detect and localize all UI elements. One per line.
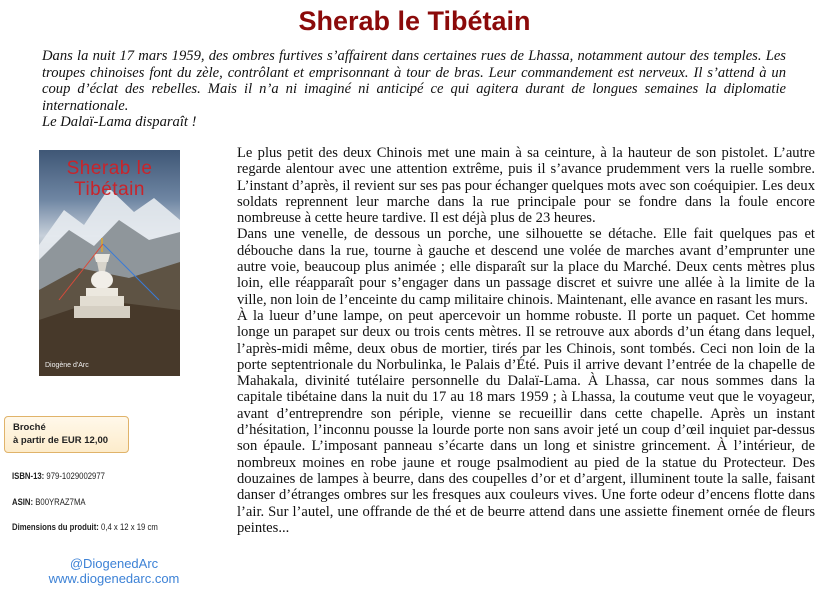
isbn-detail <box>12 471 105 481</box>
excerpt-paragraph: Dans une venelle, de dessous un porche, une silhouette se détache. Elle fait quelques pas et débouche dans la rue, tourne à gauche et descend une volée de marches avant d’emprunter une autre voie, beaucoup plus animée ; elle disparaît sur la place du Marché. Deux cents mètres plus loin, elle réapparaît pour s’engager dans un passage discret et suivre une allée à la limite de la ville, non loin de l’enceinte du camp militaire chinois. Maintenant, elle avance en rasant les murs. <box>237 226 815 308</box>
website-link[interactable]: www.diogenedarc.com <box>48 571 180 586</box>
price-box[interactable] <box>4 416 129 453</box>
asin-value: B00YRAZ7MA <box>35 497 86 507</box>
page-title: Sherab le Tibétain <box>298 6 531 36</box>
cover-title-line-1: Sherab le <box>66 158 153 179</box>
dimensions-value: 0,4 x 12 x 19 cm <box>101 522 158 532</box>
social-handle-link[interactable]: @DiogenedArc <box>69 556 159 571</box>
intro-paragraph: Dans la nuit 17 mars 1959, des ombres furtives s’affairent dans certaines rues de Lhassa, notamment autour des temples. Les troupes chinoises font du zèle, contrôlant et emprisonnant à tour de bras. Leur commandement est nerveux. Il s’attend à un coup d’éclat des rebelles. Mais il n’a ni imaginé ni anticipé ce qui agitera durant de longues semaines la diplomatie internationale. <box>42 48 786 114</box>
cover-title-line-2: Tibétain <box>74 179 145 200</box>
cover-publisher: Diogène d'Arc <box>45 362 89 369</box>
book-excerpt <box>237 145 815 536</box>
cover-title <box>39 158 180 200</box>
dimensions-label: Dimensions du produit: <box>12 522 99 532</box>
asin-label: ASIN: <box>12 497 34 507</box>
isbn-label: ISBN-13: <box>12 471 45 481</box>
isbn-value: 979-1029002977 <box>46 471 105 481</box>
book-cover-image[interactable] <box>39 150 180 376</box>
format-label: Broché <box>13 422 46 433</box>
price-label: à partir de EUR 12,00 <box>13 435 109 446</box>
dimensions-detail <box>12 522 158 532</box>
asin-detail <box>12 497 86 507</box>
intro-summary <box>42 48 786 131</box>
intro-closing: Le Dalaï-Lama disparaît ! <box>42 114 197 130</box>
excerpt-paragraph: À la lueur d’une lampe, on peut apercevoir un homme robuste. Il porte un paquet. Cet homme longe un parapet sur deux ou trois cents mètres. Il se retrouve aux abords d’un étang dans lequel, l’après-midi même, deux obus de mortier, tirés par les Chinois, sont tombés. Ceci non loin de la porte septentrionale du Norbulinka, le Palais d’Été. Puis il arrive devant l’entrée de la chapelle de Mahakala, divinité tutélaire personnelle du Dalaï-Lama. À Lhassa, car nous sommes dans la capitale tibétaine dans la nuit du 17 au 18 mars 1959 ; à Lhassa, la coutume veut que le voyageur, avant d’entreprendre son périple, vienne se recueillir dans cette chapelle. Après un instant d’hésitation, l’inconnu pousse la lourde porte non sans avoir jeté un coup d’œil inquiet par-dessus son épaule. L’imposant panneau s’écarte dans un long et sinistre grincement. À l’intérieur, de nombreux moines en robe jaune et rouge psalmodient au pied de la statue du Protecteur. Des douzaines de lampes à beurre, dans des coupelles d’or et d’argent, illuminent toute la salle, faisant danser d’étranges ombres sur les fresques aux couleurs vives. Une forte odeur d’encens flotte dans l’air. Sur l’autel, une offrande de thé et de beurre attend dans une assiette finement ornée de fleurs peintes... <box>237 307 815 536</box>
excerpt-paragraph: Le plus petit des deux Chinois met une main à sa ceinture, à la hauteur de son pistolet. L’autre regarde alentour avec une attention extrême, puis il s’avance prudemment vers la ruelle sombre. L’instant d’après, il revient sur ses pas pour échanger quelques mots avec son coéquipier. Les deux soldats reprennent leur marche dans la rue principale pour se fondre dans la foule encore nombreuse à cette heure tardive. Il est déjà plus de 23 heures. <box>237 145 815 227</box>
